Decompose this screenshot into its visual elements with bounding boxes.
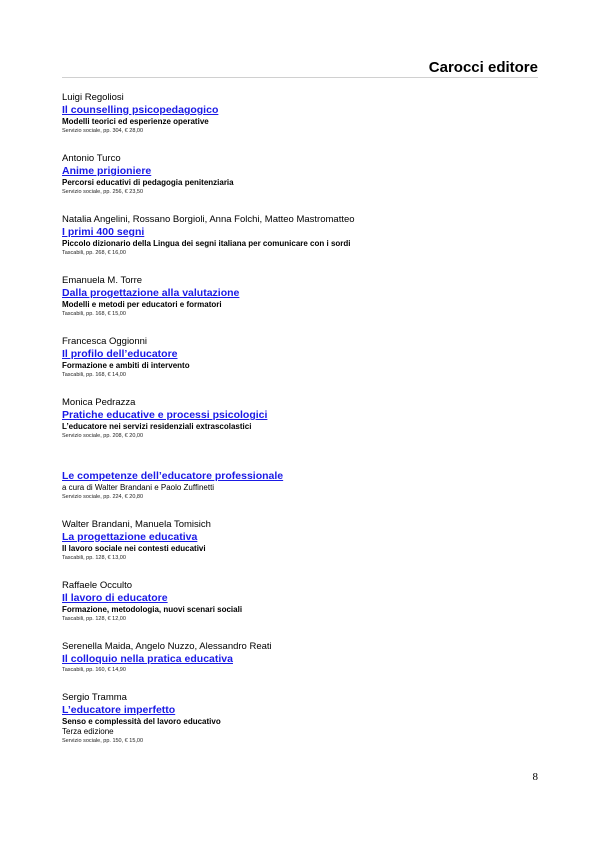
book-author: Antonio Turco	[62, 153, 121, 164]
book-meta: Tascabili, pp. 160, € 14,90	[62, 667, 126, 673]
book-author: Luigi Regoliosi	[62, 92, 124, 103]
book-subtitle: Percorsi educativi di pedagogia penitenziaria	[62, 178, 234, 187]
book-title-link[interactable]: Il colloquio nella pratica educativa	[62, 653, 233, 665]
book-curator: a cura di Walter Brandani e Paolo Zuffinetti	[62, 483, 215, 492]
book-entry	[62, 580, 538, 623]
book-author	[62, 458, 538, 470]
book-meta: Tascabili, pp. 268, € 16,00	[62, 250, 126, 256]
book-meta: Servizio sociale, pp. 304, € 28,00	[62, 128, 144, 134]
book-entry	[62, 214, 538, 257]
book-entry	[62, 519, 538, 562]
book-author: Francesca Oggionni	[62, 336, 148, 347]
entry-spacer	[62, 257, 538, 275]
entry-spacer	[62, 196, 538, 214]
book-subtitle: L’educatore nei servizi residenziali extrascolastici	[62, 422, 252, 431]
book-author: Emanuela M. Torre	[62, 275, 143, 286]
book-title-link[interactable]: Il counselling psicopedagogico	[62, 104, 219, 116]
entry-spacer	[62, 501, 538, 519]
book-meta: Tascabili, pp. 128, € 12,00	[62, 616, 126, 622]
book-author: Serenella Maida, Angelo Nuzzo, Alessandro Reati	[62, 641, 272, 652]
book-subtitle: Formazione e ambiti di intervento	[62, 361, 190, 370]
entry-spacer	[62, 674, 538, 692]
book-author: Sergio Tramma	[62, 692, 127, 703]
book-entry	[62, 336, 538, 379]
book-meta: Tascabili, pp. 168, € 15,00	[62, 311, 126, 317]
book-catalog	[62, 92, 538, 745]
book-subtitle: Il lavoro sociale nei contesti educativi	[62, 544, 206, 553]
book-meta: Tascabili, pp. 128, € 13,00	[62, 555, 126, 561]
entry-spacer	[62, 318, 538, 336]
book-title-link[interactable]: Il lavoro di educatore	[62, 592, 168, 604]
book-author: Natalia Angelini, Rossano Borgioli, Anna Folchi, Matteo Mastromatteo	[62, 214, 355, 225]
book-entry	[62, 692, 538, 745]
book-subtitle: Piccolo dizionario della Lingua dei segni italiana per comunicare con i sordi	[62, 239, 351, 248]
book-title-link[interactable]: Dalla progettazione alla valutazione	[62, 287, 240, 299]
page-number: 8	[532, 771, 538, 783]
book-subtitle: Formazione, metodologia, nuovi scenari sociali	[62, 605, 243, 614]
book-subtitle: Senso e complessità del lavoro educativo	[62, 717, 221, 726]
book-title-link[interactable]: Il profilo dell’educatore	[62, 348, 178, 360]
book-entry	[62, 458, 538, 501]
book-title-link[interactable]: La progettazione educativa	[62, 531, 198, 543]
book-title-link[interactable]: Anime prigioniere	[62, 165, 152, 177]
book-entry	[62, 153, 538, 196]
book-entry	[62, 397, 538, 440]
book-meta: Servizio sociale, pp. 224, € 20,80	[62, 494, 144, 500]
book-edition: Terza edizione	[62, 727, 114, 736]
header-divider	[62, 77, 538, 78]
book-title-link[interactable]: I primi 400 segni	[62, 226, 145, 238]
entry-spacer	[62, 440, 538, 458]
entry-spacer	[62, 135, 538, 153]
entry-spacer	[62, 562, 538, 580]
book-author: Monica Pedrazza	[62, 397, 136, 408]
entry-spacer	[62, 623, 538, 641]
book-entry	[62, 275, 538, 318]
book-subtitle: Modelli teorici ed esperienze operative	[62, 117, 209, 126]
book-entry	[62, 641, 538, 674]
entry-spacer	[62, 379, 538, 397]
book-meta: Tascabili, pp. 168, € 14,00	[62, 372, 126, 378]
book-title-link[interactable]: Pratiche educative e processi psicologici	[62, 409, 268, 421]
book-author: Raffaele Occulto	[62, 580, 133, 591]
book-meta: Servizio sociale, pp. 150, € 15,00	[62, 738, 144, 744]
book-meta: Servizio sociale, pp. 208, € 20,00	[62, 433, 144, 439]
book-meta: Servizio sociale, pp. 256, € 23,50	[62, 189, 144, 195]
book-title-link[interactable]: L’educatore imperfetto	[62, 704, 176, 716]
book-subtitle: Modelli e metodi per educatori e formatori	[62, 300, 222, 309]
book-title-link[interactable]: Le competenze dell’educatore professionale	[62, 470, 284, 482]
book-author: Walter Brandani, Manuela Tomisich	[62, 519, 211, 530]
book-entry	[62, 92, 538, 135]
publisher-header: Carocci editore	[428, 59, 538, 76]
